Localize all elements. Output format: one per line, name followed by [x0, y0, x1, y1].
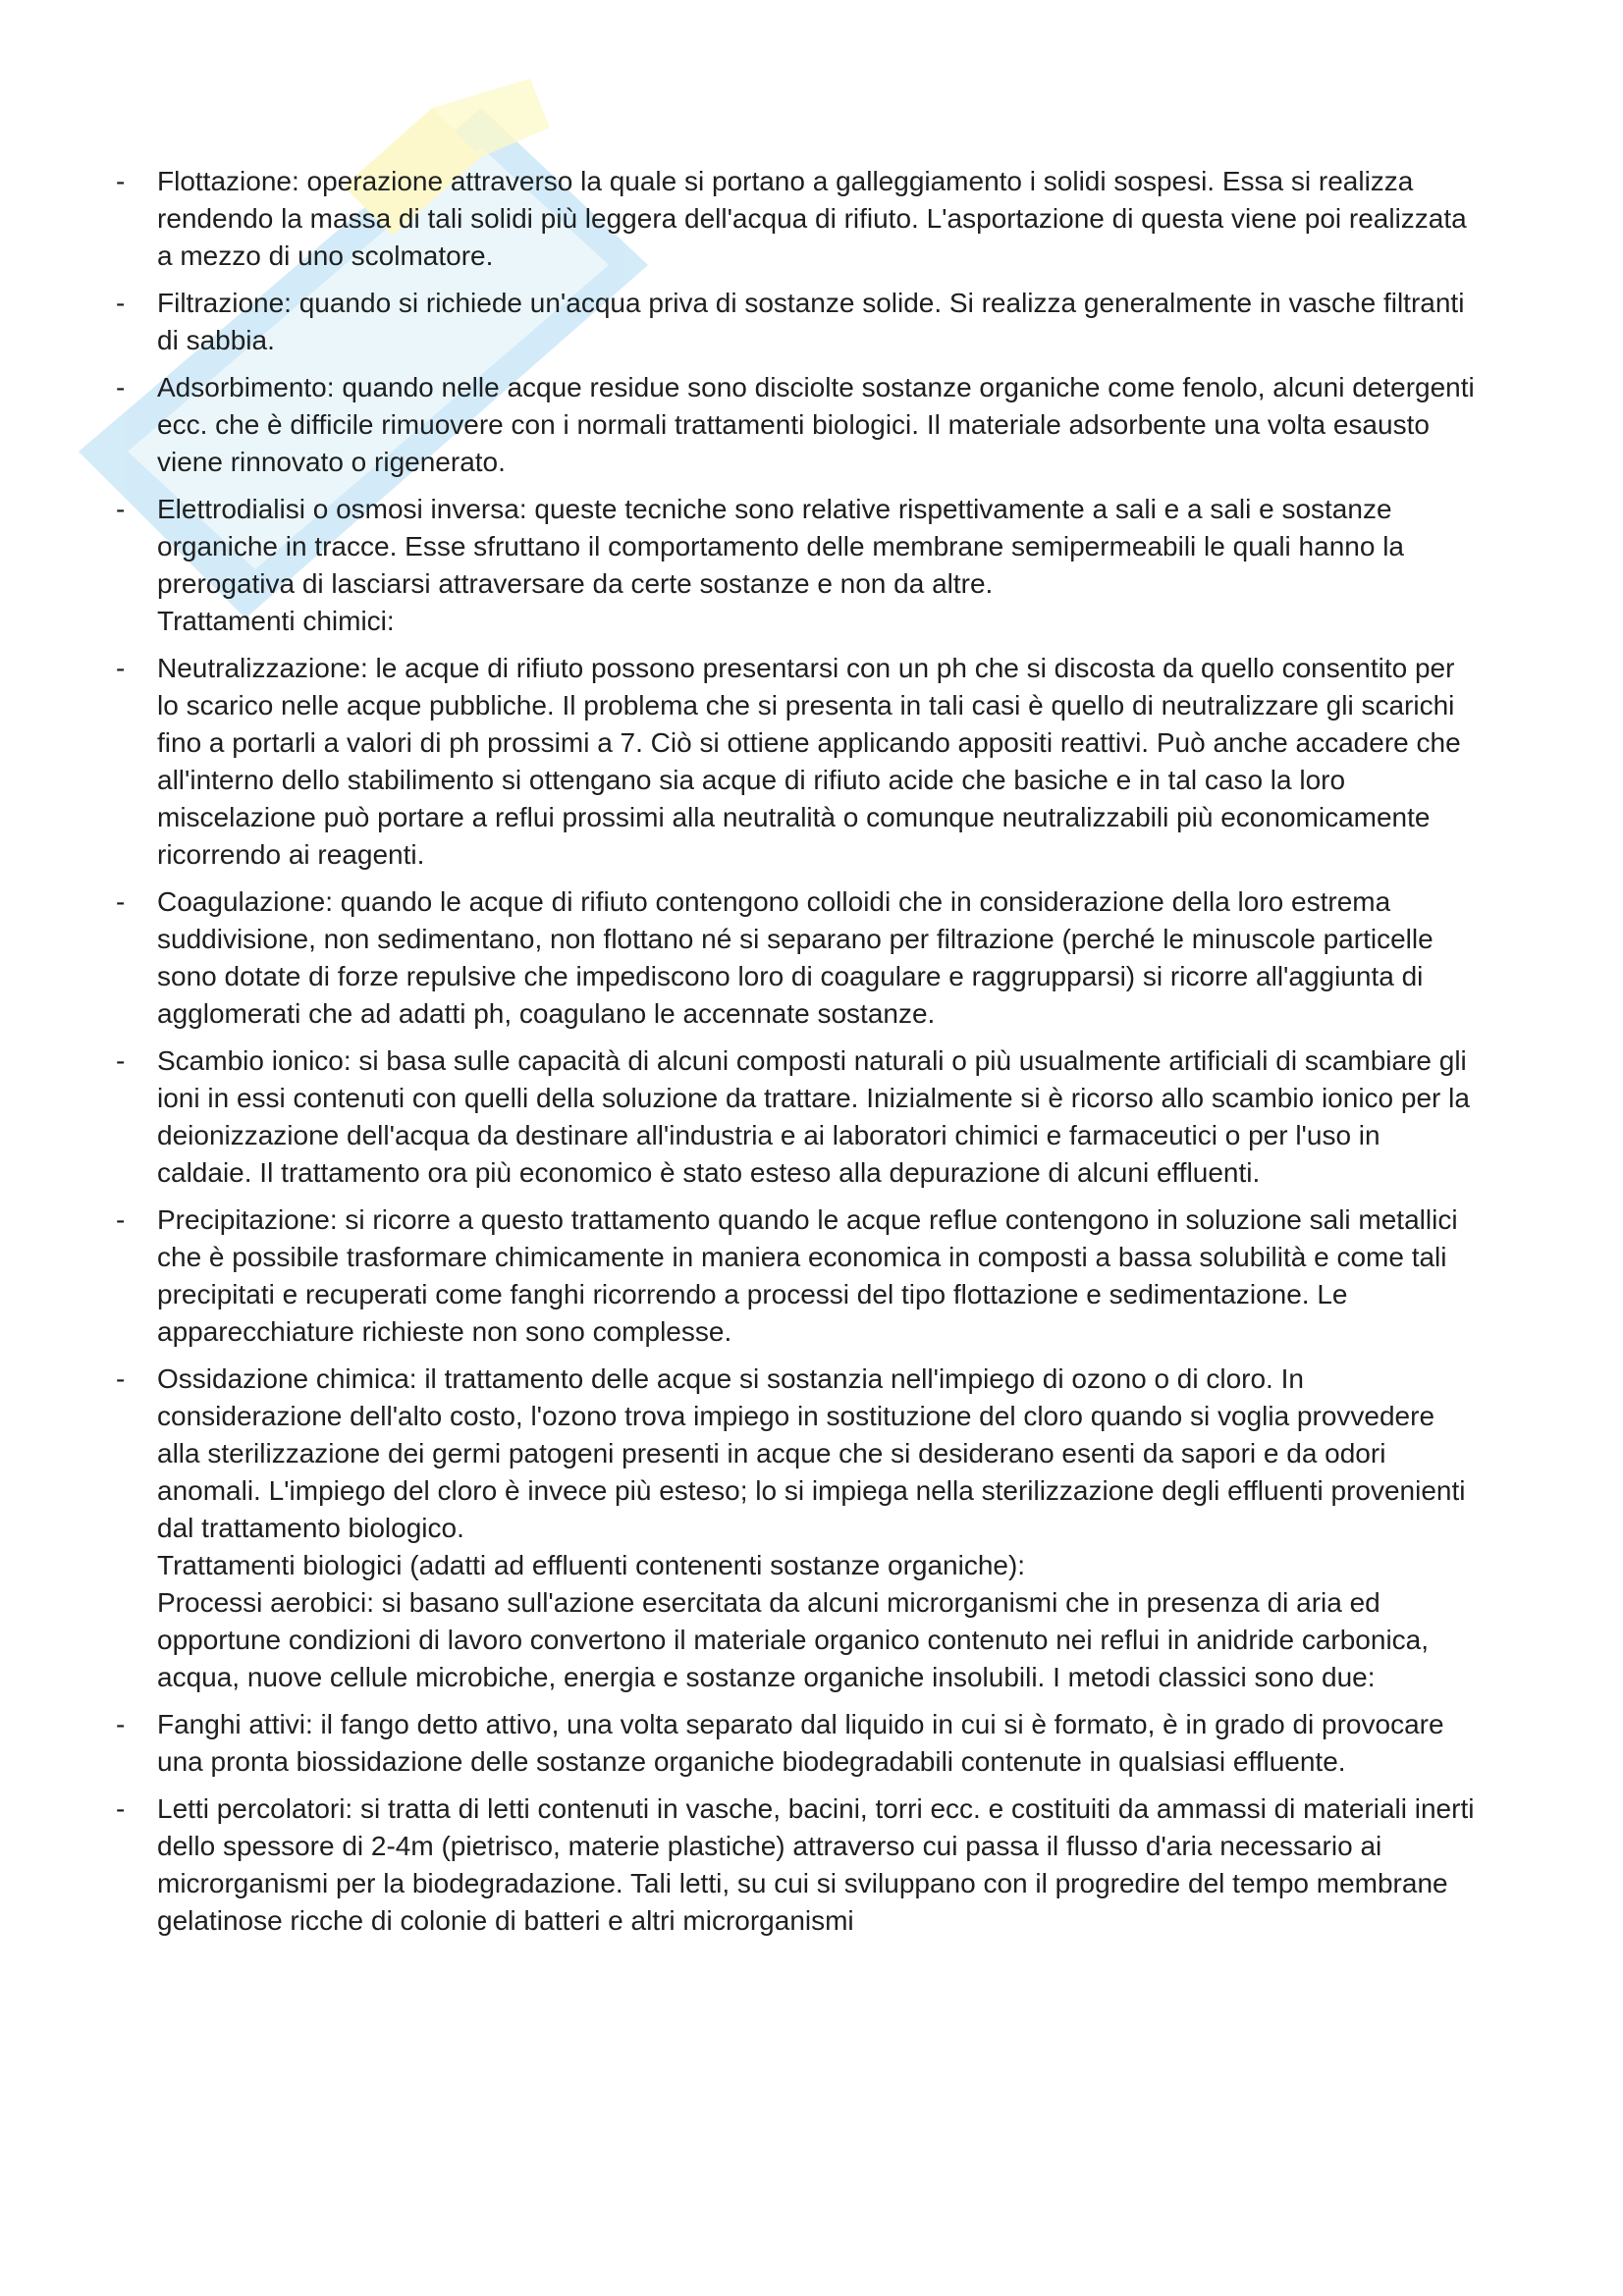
- list-item: [116, 369, 1481, 481]
- bullet-dash: -: [116, 166, 126, 196]
- bullet-dash: -: [116, 372, 126, 402]
- document-page: [116, 163, 1481, 1949]
- list-item: [116, 1042, 1481, 1192]
- list-item: [116, 883, 1481, 1033]
- bullet-dash: -: [116, 1793, 126, 1824]
- bullet-dash: -: [116, 1045, 126, 1076]
- list-item: [116, 650, 1481, 874]
- bullet-dash: -: [116, 1363, 126, 1394]
- section-heading: Processi aerobici: si basano sull'azione esercitata da alcuni microrganismi che in presenza di aria ed opportune condizioni di lavoro convertono il materiale organico contenuto nei reflui in anidride carbonica, acqua, nuove cellule microbiche, energia e sostanze organiche insolubili. I metodi classici sono due:: [157, 1587, 1430, 1692]
- list-item-text: Coagulazione: quando le acque di rifiuto contengono colloidi che in considerazione della loro estrema suddivisione, non sedimentano, non flottano né si separano per filtrazione (perché le minuscole particelle sono dotate di forze repulsive che impediscono loro di coagulare e raggrupparsi) si ricorre all'aggiunta di agglomerati che ad adatti ph, coagulano le accennate sostanze.: [157, 886, 1434, 1029]
- section-heading: Trattamenti chimici:: [157, 606, 395, 636]
- list-item: [116, 1790, 1481, 1940]
- list-item-text: Letti percolatori: si tratta di letti contenuti in vasche, bacini, torri ecc. e costituiti da ammassi di materiali inerti dello spessore di 2-4m (pietrisco, materie plastiche) attraverso cui passa il flusso d'aria necessario ai microrganismi per la biodegradazione. Tali letti, su cui si sviluppano con il progredire del tempo membrane gelatinose ricche di colonie di batteri e altri microrganismi: [157, 1793, 1475, 1936]
- bullet-dash: -: [116, 653, 126, 683]
- list-item-text: Precipitazione: si ricorre a questo trattamento quando le acque reflue contengono in soluzione sali metallici che è possibile trasformare chimicamente in maniera economica in composti a bassa solubilità e come tali precipitati e recuperati come fanghi ricorrendo a processi del tipo flottazione e sedimentazione. Le apparecchiature richieste non sono complesse.: [157, 1204, 1458, 1347]
- list-item-text: Fanghi attivi: il fango detto attivo, una volta separato dal liquido in cui si è formato, è in grado di provocare una pronta biossidazione delle sostanze organiche biodegradabili contenute in qualsiasi effluente.: [157, 1709, 1444, 1777]
- list-item-text: Elettrodialisi o osmosi inversa: queste tecniche sono relative rispettivamente a sali e a sali e sostanze organiche in tracce. Esse sfruttano il comportamento delle membrane semipermeabili le quali hanno la prerogativa di lasciarsi attraversare da certe sostanze e non da altre.: [157, 494, 1404, 599]
- list-item-text: Ossidazione chimica: il trattamento delle acque si sostanzia nell'impiego di ozono o di cloro. In considerazione dell'alto costo, l'ozono trova impiego in sostituzione del cloro quando si voglia provvedere alla sterilizzazione dei germi patogeni presenti in acque che si desiderano esenti da sapori e da odori anomali. L'impiego del cloro è invece più esteso; lo si impiega nella sterilizzazione degli effluenti provenienti dal trattamento biologico.: [157, 1363, 1466, 1543]
- bullet-dash: -: [116, 1204, 126, 1235]
- bullet-dash: -: [116, 1709, 126, 1739]
- list-item: [116, 491, 1481, 603]
- list-item: [116, 1361, 1481, 1547]
- list-item: [116, 1201, 1481, 1351]
- bullet-dash: -: [116, 494, 126, 524]
- list-item: [116, 1706, 1481, 1781]
- list-item-text: Adsorbimento: quando nelle acque residue sono disciolte sostanze organiche come fenolo, alcuni detergenti ecc. che è difficile rimuovere con i normali trattamenti biologici. Il materiale adsorbente una volta esausto viene rinnovato o rigenerato.: [157, 372, 1475, 477]
- bullet-dash: -: [116, 288, 126, 318]
- list-item: [116, 285, 1481, 359]
- bullet-dash: -: [116, 886, 126, 917]
- list-item-text: Scambio ionico: si basa sulle capacità di alcuni composti naturali o più usualmente artificiali di scambiare gli ioni in essi contenuti con quelli della soluzione da trattare. Inizialmente si è ricorso allo scambio ionico per la deionizzazione dell'acqua da destinare all'industria e ai laboratori chimici e farmaceutici o per l'uso in caldaie. Il trattamento ora più economico è stato esteso alla depurazione di alcuni effluenti.: [157, 1045, 1470, 1188]
- list-item-text: Flottazione: operazione attraverso la quale si portano a galleggiamento i solidi sospesi. Essa si realizza rendendo la massa di tali solidi più leggera dell'acqua di rifiuto. L'asportazione di questa viene poi realizzata a mezzo di uno scolmatore.: [157, 166, 1467, 271]
- list-item-text: Neutralizzazione: le acque di rifiuto possono presentarsi con un ph che si discosta da quello consentito per lo scarico nelle acque pubbliche. Il problema che si presenta in tali casi è quello di neutralizzare gli scarichi fino a portarli a valori di ph prossimi a 7. Ciò si ottiene applicando appositi reattivi. Può anche accadere che all'interno dello stabilimento si ottengano sia acque di rifiuto acide che basiche e in tal caso la loro miscelazione può portare a reflui prossimi alla neutralità o comunque neutralizzabili più economicamente ricorrendo ai reagenti.: [157, 653, 1461, 870]
- section-heading: Trattamenti biologici (adatti ad effluenti contenenti sostanze organiche):: [157, 1550, 1026, 1580]
- list-item: [116, 163, 1481, 275]
- list-item-text: Filtrazione: quando si richiede un'acqua priva di sostanze solide. Si realizza generalmente in vasche filtranti di sabbia.: [157, 288, 1465, 355]
